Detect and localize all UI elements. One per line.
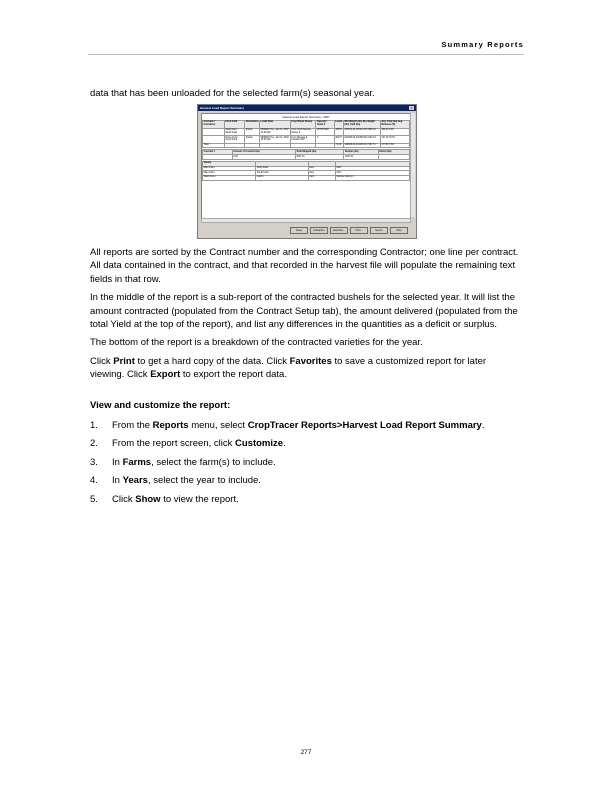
- table-cell: 0: [316, 136, 334, 144]
- print-favorites-paragraph: [90, 355, 522, 382]
- column-header: Avg. Yield (bu) Avg. Moisture (%): [380, 121, 409, 129]
- bold-term: Years: [122, 475, 148, 487]
- procedure-steps: [90, 419, 522, 506]
- paragraph: In the middle of the report is a sub-report of the contracted bushels for the selected year. It will list the amount contracted (populated from the Contract Setup tab), the amount delivered (populated from the total Yield at the top of the report), and list any differences in the quantities as a deficit or surplus.: [90, 292, 518, 331]
- column-header: Farm Field: [224, 121, 244, 129]
- column-header: Crop Brand Variety: [290, 121, 316, 129]
- text-run: In: [112, 475, 123, 487]
- bold-term: Customize: [235, 438, 284, 450]
- print-term: Print: [113, 355, 135, 367]
- table-row: [203, 128, 410, 136]
- table-row: [203, 143, 410, 148]
- vertical-scrollbar[interactable]: [410, 113, 415, 217]
- table-cell: [245, 143, 260, 148]
- table-cell: Corn: [308, 175, 335, 180]
- table-cell: Corn Unoff Sample Variety 2: [290, 128, 316, 136]
- step-number: 1.: [90, 420, 98, 432]
- table-cell: Home Farm South Field: [224, 136, 244, 144]
- column-header: Surplus (bu): [344, 150, 378, 155]
- table-cell: Main Farm: [203, 171, 256, 176]
- text-run: to get a hard copy of the data. Click: [134, 355, 290, 367]
- paragraph: The bottom of the report is a breakdown of the contracted varieties for the year.: [90, 337, 423, 349]
- column-header: Deficit (bu): [378, 150, 409, 155]
- table-cell: 177.65 7.66: [380, 143, 409, 148]
- table-cell: North Field: [256, 166, 308, 171]
- table-cell: 0975T0028: [316, 128, 334, 136]
- table-cell: Main Farm: [203, 166, 256, 171]
- paragraph: All reports are sorted by the Contract number and the corresponding Contractor; one line per contract. All data contained in the contract, and that recorded in the harvest file will populate the remaining text fields in that row.: [90, 247, 519, 285]
- close-icon[interactable]: ×: [410, 106, 413, 110]
- table-cell: 186.12 0.00: [380, 128, 409, 136]
- table-cell: Field 1: [256, 175, 308, 180]
- text-run: to export the report data.: [180, 369, 287, 381]
- intro-text: data that has been unloaded for the selected farm(s) seasonal year.: [90, 88, 375, 99]
- procedure-heading: View and customize the report:: [90, 399, 231, 411]
- table-cell: 187914.40 187914.40 3356.32: [343, 128, 380, 136]
- text-run: , select the farm(s) to include.: [151, 456, 276, 468]
- export-button[interactable]: Export: [370, 227, 388, 234]
- report-content: [201, 113, 411, 219]
- step-2: [90, 437, 522, 450]
- column-header: Loads: [334, 121, 343, 129]
- table-cell: 72,26: [334, 143, 343, 148]
- column-header: Amount of Contract (bu): [232, 150, 295, 155]
- table-cell: 9999003 Tue, Jan 01, 2002 12:00 AM: [260, 136, 289, 142]
- table-cell: Sample Variety 2: [335, 175, 409, 180]
- page-number: 277: [300, 749, 312, 756]
- table-cell: Weldt Farm Weldt Field: [224, 128, 244, 136]
- bold-term: Farms: [122, 456, 152, 468]
- step-3: [90, 456, 522, 469]
- text-run: to view the report.: [160, 493, 239, 505]
- window-titlebar: [198, 105, 416, 111]
- contract-table: [202, 149, 410, 159]
- table-cell: 36153: [334, 128, 343, 136]
- table-cell: Corn: [308, 166, 335, 171]
- text-run: From the: [112, 420, 153, 432]
- running-header: Summary Reports: [441, 40, 524, 49]
- step-number: 4.: [90, 475, 98, 487]
- table-cell: [203, 155, 233, 160]
- bold-term: CropTracer Reports>Harvest Load Report Summary: [247, 420, 482, 432]
- table-row: [203, 136, 410, 144]
- table-cell: 0.00: [232, 155, 295, 160]
- table-cell: 2017: [335, 171, 409, 176]
- table-cell: Corn: [308, 171, 335, 176]
- text-run: Click: [112, 493, 136, 505]
- favorites-button[interactable]: Favorites...: [330, 227, 348, 234]
- table-cell: [316, 143, 334, 148]
- table-cell: South Field: [256, 171, 308, 176]
- bold-term: Reports: [152, 420, 189, 432]
- table-cell: [Field]: [245, 136, 260, 144]
- table-row: [203, 155, 410, 160]
- customize-button[interactable]: Customize: [310, 227, 328, 234]
- body-text: [90, 246, 522, 511]
- table-cell: 3237.31: [344, 155, 378, 160]
- export-term: Export: [150, 369, 181, 381]
- window-button-bar: [198, 227, 416, 235]
- step-number: 3.: [90, 456, 98, 468]
- favorites-term: Favorites: [289, 355, 332, 367]
- table-cell: Total: [203, 143, 225, 148]
- text-run: , select the year to include.: [147, 475, 261, 487]
- table-cell: 2017: [335, 166, 409, 171]
- window-title: Harvest Load Report Summary: [200, 106, 245, 110]
- header-rule: [88, 54, 524, 55]
- step-number: 2.: [90, 438, 98, 450]
- table-cell: 36173: [334, 136, 343, 144]
- table-row: [203, 175, 410, 180]
- column-header: Variety: [203, 161, 256, 166]
- variety-table: [202, 161, 410, 181]
- text-run: to save a customized report for later viewing. Click: [90, 355, 487, 381]
- text-run: From the report screen, click: [112, 438, 236, 450]
- column-header: Contract #: [203, 150, 233, 155]
- table-cell: [203, 136, 225, 144]
- text-run: .: [481, 420, 485, 432]
- table-cell: [Field]: [245, 128, 260, 136]
- table-cell: [290, 143, 316, 148]
- table-cell: [378, 155, 409, 160]
- text-run: menu, select: [188, 420, 248, 432]
- table-cell: Weldt Farm: [203, 175, 256, 180]
- table-cell: 3237.31: [295, 155, 344, 160]
- table-cell: 9999002 Tue, Jan 01, 2002 12:00 AM: [260, 128, 289, 134]
- column-header: Operator Serial #: [316, 121, 334, 129]
- step-4: [90, 474, 522, 487]
- step-5: [90, 493, 522, 506]
- column-header: Total Shipped (bu): [295, 150, 344, 155]
- table-cell: [224, 143, 244, 148]
- table-cell: 419308.40 419308.40 7487.71: [343, 143, 380, 148]
- text-run: .: [283, 438, 286, 450]
- close-button[interactable]: Close: [290, 227, 308, 234]
- column-header: Load# Date: [260, 121, 291, 129]
- text-run: Click: [90, 355, 114, 367]
- step-1: [90, 419, 522, 432]
- table-cell: Corn Disease & Conduct 2017: [290, 136, 316, 144]
- column-header: Destination: [245, 121, 260, 129]
- table-cell: 167.15 15.51: [380, 136, 409, 144]
- print-button[interactable]: Print...: [350, 227, 368, 234]
- table-cell: [203, 128, 225, 136]
- horizontal-scrollbar[interactable]: [201, 218, 411, 223]
- main-report-table: [202, 120, 410, 148]
- report-window-screenshot: [197, 104, 417, 239]
- help-button[interactable]: Help: [390, 227, 408, 234]
- bold-term: Show: [135, 493, 161, 505]
- table-cell: [260, 143, 291, 148]
- column-header: Wet Weight (lbs) Dry Weight (lbs) Yield (bu): [343, 121, 380, 129]
- text-run: In: [112, 456, 123, 468]
- step-number: 5.: [90, 493, 98, 505]
- column-header: Contract # Contractor: [203, 121, 225, 129]
- report-title: Harvest Load Report Summary - 2007: [282, 115, 330, 119]
- table-cell: 231394.00 231394.00 4132.04: [343, 136, 380, 144]
